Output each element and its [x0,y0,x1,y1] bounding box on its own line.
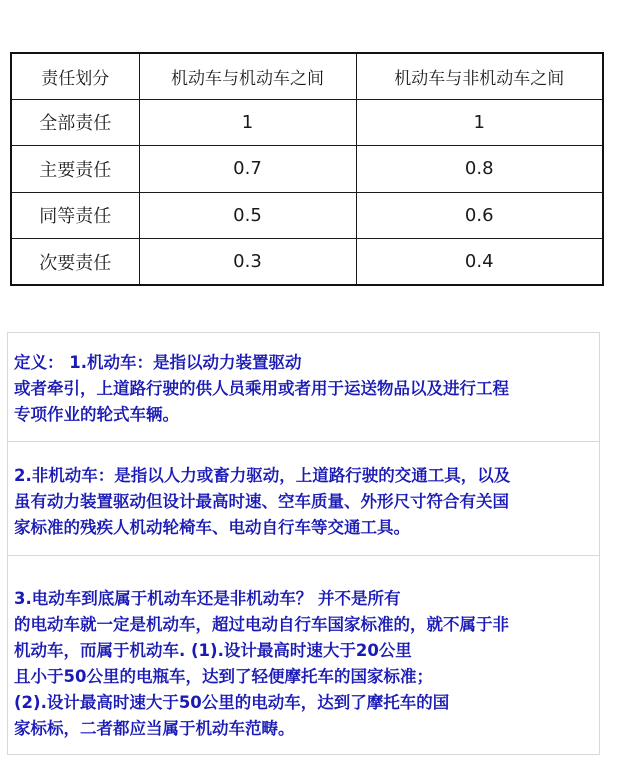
text-line: 的电动车就一定是机动车，超过电动自行车国家标准的，就不属于非 [14,615,509,634]
cell-motor-vs-motor: 0.5 [139,192,356,239]
cell-motor-vs-motor: 0.7 [139,146,356,193]
header-responsibility: 责任划分 [11,53,139,99]
text-line: 或者牵引，上道路行驶的供人员乘用或者用于运送物品以及进行工程 [14,379,509,398]
row-label: 次要责任 [11,239,139,286]
row-label: 全部责任 [11,99,139,146]
definition-motor-vehicle [8,350,599,428]
table-row [11,239,603,286]
text-line: 3.电动车到底属于机动车还是非机动车？ 并不是所有 [14,589,401,608]
text-line: 家标准的残疾人机动轮椅车、电动自行车等交通工具。 [14,518,410,537]
header-motor-vs-nonmotor: 机动车与非机动车之间 [356,53,603,99]
row-label: 同等责任 [11,192,139,239]
definition-electric-vehicle [8,586,599,742]
text-line: 虽有动力装置驱动但设计最高时速、空车质量、外形尺寸符合有关国 [14,492,509,511]
cell-motor-vs-nonmotor: 0.4 [356,239,603,286]
divider [8,441,599,442]
header-motor-vs-motor: 机动车与机动车之间 [139,53,356,99]
definitions-box [7,332,600,755]
table-row [11,192,603,239]
responsibility-table [10,52,604,286]
definition-non-motor-vehicle [8,463,599,541]
cell-motor-vs-nonmotor: 0.6 [356,192,603,239]
cell-motor-vs-nonmotor: 0.8 [356,146,603,193]
text-line: 定义： 1.机动车：是指以动力装置驱动 [14,353,302,372]
text-line: 2.非机动车：是指以人力或畜力驱动，上道路行驶的交通工具，以及 [14,466,511,485]
text-line: 且小于50公里的电瓶车，达到了轻便摩托车的国家标准； [14,667,433,686]
table-header-row [11,53,603,99]
table-row [11,146,603,193]
text-line: 机动车，而属于机动车. (1).设计最高时速大于20公里 [14,641,412,660]
text-line: (2).设计最高时速大于50公里的电动车，达到了摩托车的国 [14,693,450,712]
text-line: 专项作业的轮式车辆。 [14,405,179,424]
table-row [11,99,603,146]
cell-motor-vs-nonmotor: 1 [356,99,603,146]
text-line: 家标标，二者都应当属于机动车范畴。 [14,719,295,738]
cell-motor-vs-motor: 1 [139,99,356,146]
cell-motor-vs-motor: 0.3 [139,239,356,286]
divider [8,555,599,556]
row-label: 主要责任 [11,146,139,193]
